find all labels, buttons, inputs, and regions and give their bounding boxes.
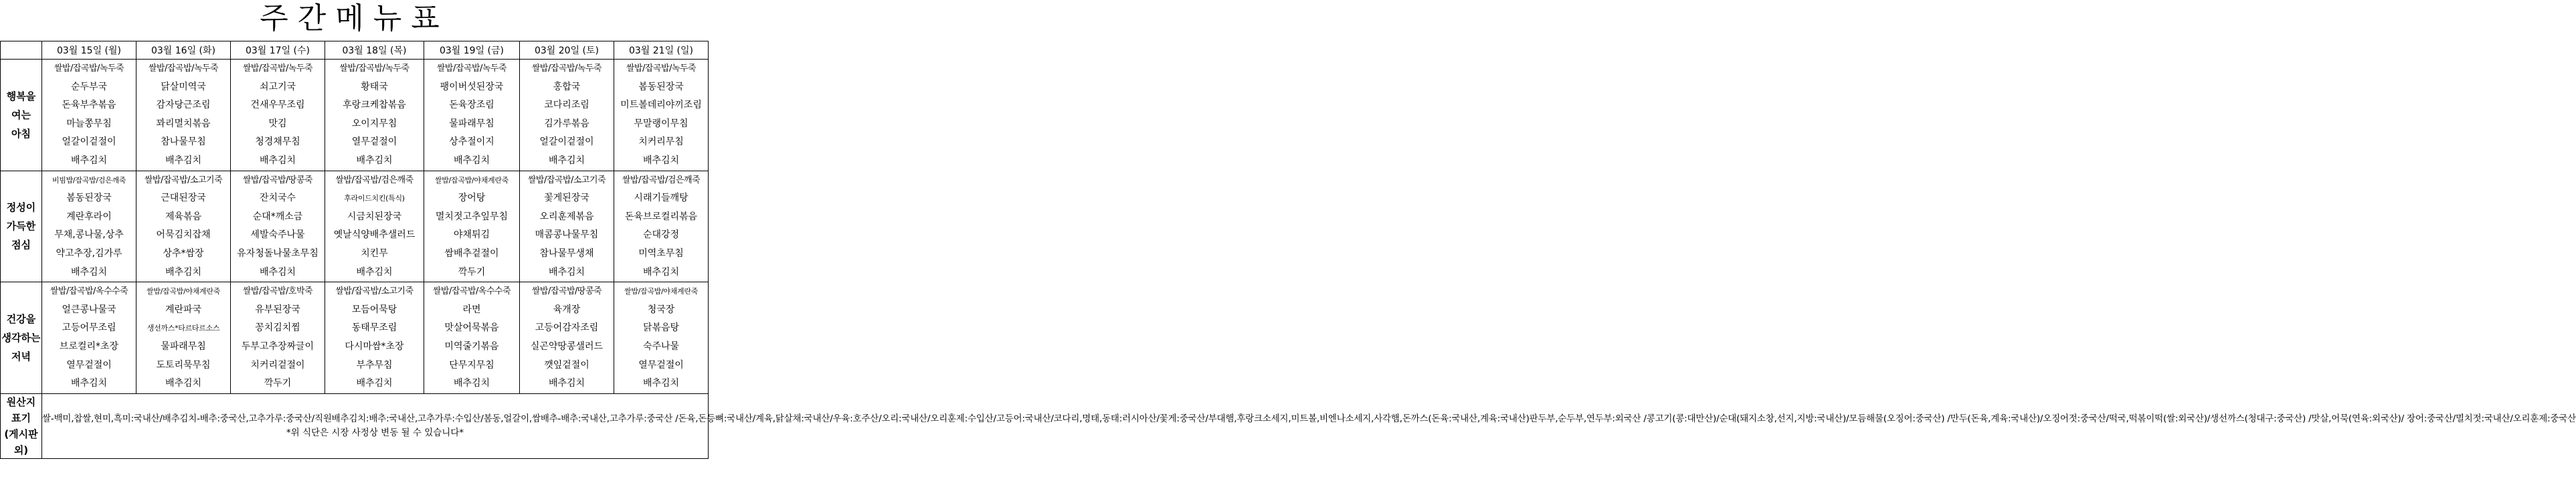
menu-item: 배추김치 — [642, 266, 680, 278]
menu-cell — [614, 171, 709, 282]
menu-cell — [42, 60, 136, 171]
rice-porridge-item: 쌀밥/잡곡밥/녹두죽 — [436, 64, 507, 74]
origin-label — [1, 393, 42, 458]
menu-item: 근대된장국 — [161, 193, 206, 204]
meal-label-line: 정성이 — [6, 201, 36, 214]
rice-porridge-item: 쌀밥/잡곡밥/땅콩죽 — [242, 175, 313, 185]
menu-item: 배추김치 — [70, 155, 108, 166]
menu-item: 꽈리멸치볶음 — [156, 118, 211, 129]
rice-porridge-item: 쌀밥/잡곡밥/옥수수죽 — [432, 286, 511, 297]
rice-porridge-item: 쌀밥/잡곡밥/검은깨죽 — [622, 175, 701, 185]
menu-item: 건새우무조림 — [250, 100, 305, 111]
menu-item: 배추김치 — [259, 155, 296, 166]
origin-row — [1, 393, 709, 458]
menu-item: 닭살미역국 — [161, 81, 206, 92]
meal-label-line: 점심 — [11, 239, 31, 252]
origin-info — [42, 393, 2576, 458]
menu-item: 장어탕 — [458, 193, 486, 204]
menu-item: 시래기들깨탕 — [634, 193, 688, 204]
menu-cell — [424, 171, 520, 282]
menu-cell — [614, 282, 709, 394]
menu-item: 돈육브로컬리볶음 — [624, 211, 698, 222]
rice-porridge-item: 쌀밥/잡곡밥/녹두죽 — [626, 64, 697, 74]
menu-item: 물파래무침 — [449, 118, 494, 129]
meal-label-line: 저녁 — [11, 350, 31, 363]
menu-item: 제육볶음 — [165, 211, 202, 222]
menu-item: 육개장 — [553, 304, 581, 315]
menu-item: 미역줄기볶음 — [444, 340, 499, 352]
date-header: 03월 18일 (목) — [325, 41, 424, 60]
rice-porridge-item: 쌀밥/잡곡밥/야채계란죽 — [624, 287, 699, 296]
menu-item: 배추김치 — [548, 155, 585, 166]
menu-item: 참나물무침 — [161, 136, 206, 148]
menu-item: 오이지무침 — [351, 118, 397, 129]
menu-cell — [231, 60, 325, 171]
meal-label-line: 가득한 — [6, 220, 36, 233]
menu-cell — [42, 171, 136, 282]
menu-item: 세발숙주나물 — [250, 229, 305, 241]
page-title: 주간메뉴표 — [260, 1, 449, 35]
menu-item: 배추김치 — [453, 378, 490, 389]
menu-item: 숙주나물 — [642, 340, 680, 352]
menu-item: 무채,콩나물,상추 — [54, 229, 124, 241]
menu-cell — [424, 282, 520, 394]
date-header: 03월 15일 (월) — [42, 41, 136, 60]
menu-item: 배추김치 — [70, 378, 108, 389]
rice-porridge-item: 쌀밥/잡곡밥/소고기죽 — [527, 175, 606, 185]
menu-item: 참나물무생채 — [539, 248, 594, 259]
date-header: 03월 20일 (토) — [520, 41, 614, 60]
meal-label-line: 생각하는 — [1, 331, 41, 344]
origin-label-line: 외) — [13, 444, 29, 456]
meal-label-line: 아침 — [11, 127, 31, 140]
menu-item: 동태무조림 — [351, 322, 397, 334]
menu-item: 배추김치 — [165, 378, 202, 389]
menu-item: 매콤콩나물무침 — [535, 229, 599, 241]
menu-item: 팽이버섯된장국 — [440, 81, 504, 92]
menu-item: 배추김치 — [453, 155, 490, 166]
menu-item: 계란파국 — [165, 304, 202, 315]
meal-row — [1, 171, 709, 282]
menu-item: 깻잎겉절이 — [544, 359, 589, 371]
menu-cell — [136, 282, 231, 394]
meal-label — [1, 282, 42, 394]
menu-item: 얼큰콩나물국 — [62, 304, 116, 315]
meal-label-line: 건강을 — [6, 312, 36, 325]
menu-item: 배추김치 — [642, 378, 680, 389]
menu-item: 돈육장조림 — [449, 100, 494, 111]
menu-item: 배추김치 — [356, 266, 393, 278]
change-notice: *위 식단은 시장 사정상 변동 될 수 있습니다* — [286, 427, 464, 439]
menu-item: 봄동된장국 — [638, 81, 684, 92]
weekly-menu-table — [0, 41, 2576, 459]
menu-item: 야채튀김 — [453, 229, 490, 241]
menu-item: 열무겉절이 — [66, 359, 112, 371]
menu-item: 배추김치 — [356, 378, 393, 389]
menu-item: 배추김치 — [356, 155, 393, 166]
rice-porridge-item: 쌀밥/잡곡밥/옥수수죽 — [50, 286, 128, 297]
menu-item: 후라이드치킨(특식) — [344, 194, 405, 203]
meal-rows — [1, 60, 709, 394]
date-header: 03월 19일 (금) — [424, 41, 520, 60]
meal-row — [1, 60, 709, 171]
menu-cell — [231, 282, 325, 394]
menu-item: 감자당근조림 — [156, 100, 211, 111]
meal-label-line: 여는 — [11, 108, 31, 121]
date-header-row — [1, 41, 709, 60]
menu-item: 치킨무 — [361, 248, 388, 259]
menu-cell — [136, 171, 231, 282]
menu-item: 배추김치 — [642, 155, 680, 166]
menu-item: 깍두기 — [264, 378, 292, 389]
menu-item: 얼갈이겉절이 — [539, 136, 594, 148]
menu-item: 치커리무침 — [638, 136, 684, 148]
menu-item: 배추김치 — [548, 378, 585, 389]
meal-label — [1, 171, 42, 282]
menu-item: 생선까스*타르타르소스 — [147, 324, 220, 333]
menu-item: 고등어무조림 — [62, 322, 116, 334]
rice-porridge-item: 쌀밥/잡곡밥/녹두죽 — [531, 64, 602, 74]
menu-item: 유자청돌나물초무침 — [237, 248, 318, 259]
menu-item: 배추김치 — [165, 155, 202, 166]
rice-porridge-item: 쌀밥/잡곡밥/녹두죽 — [54, 64, 124, 74]
menu-item: 후랑크케찹볶음 — [343, 100, 406, 111]
origin-label-line: 원산지 — [6, 395, 36, 408]
menu-item: 꽁치김치찜 — [255, 322, 300, 334]
rice-porridge-item: 쌀밥/잡곡밥/땅콩죽 — [531, 286, 602, 297]
rice-porridge-item: 쌀밥/잡곡밥/소고기죽 — [335, 286, 413, 297]
rice-porridge-item: 쌀밥/잡곡밥/녹두죽 — [148, 64, 219, 74]
rice-porridge-item: 비빔밥/잡곡밥/검은깨죽 — [52, 175, 126, 185]
menu-item: 무말랭이무침 — [634, 118, 688, 129]
menu-item: 돈육부추볶음 — [62, 100, 116, 111]
menu-cell — [424, 60, 520, 171]
menu-item: 도토리묵무침 — [156, 359, 211, 371]
menu-item: 옛날식양배추샐러드 — [333, 229, 416, 241]
menu-item: 상추절이지 — [449, 136, 494, 148]
menu-item: 브로컬리*초장 — [59, 340, 119, 352]
menu-item: 잔치국수 — [259, 193, 296, 204]
menu-item: 약고추장,김가루 — [56, 248, 122, 259]
menu-cell — [231, 171, 325, 282]
menu-item: 두부고추장짜글이 — [241, 340, 314, 352]
rice-porridge-item: 쌀밥/잡곡밥/호박죽 — [242, 286, 313, 297]
menu-item: 모듬어묵탕 — [351, 304, 397, 315]
menu-item: 홍합국 — [553, 81, 581, 92]
menu-item: 쇠고기국 — [259, 81, 296, 92]
menu-item: 실곤약땅콩샐러드 — [530, 340, 604, 352]
header-corner — [1, 41, 42, 60]
menu-item: 다시마쌈*초장 — [345, 340, 404, 352]
menu-item: 청경채무침 — [255, 136, 300, 148]
menu-item: 단무지무침 — [449, 359, 494, 371]
menu-item: 닭볶음탕 — [642, 322, 680, 334]
date-header: 03월 21일 (일) — [614, 41, 709, 60]
menu-item: 배추김치 — [259, 266, 296, 278]
menu-item: 오리훈제볶음 — [539, 211, 594, 222]
date-header: 03월 16일 (화) — [136, 41, 231, 60]
menu-item: 마늘쫑무침 — [66, 118, 112, 129]
menu-item: 배추김치 — [548, 266, 585, 278]
menu-item: 물파래무침 — [161, 340, 206, 352]
rice-porridge-item: 쌀밥/잡곡밥/검은깨죽 — [335, 175, 413, 185]
menu-cell — [42, 282, 136, 394]
origin-text: 쌀-백미,찹쌀,현미,흑미:국내산/배추김치-배추:중국산,고추가루:중국산/직원배추김치:배추:국내산,고추가루:수입산/봄동,얼갈이,쌈배추-배추:국내산,고추가루:중국산 /돈육,돈등뼈:국내산/계육,닭살채:국내산/우육:호주산/오리:국내산/오리훈제:수입산/고등어:국내산/코다리,명태,동태:러시아산/꽃게:중국산/부대햄,후랑크소세지,미트볼,비엔나소세지,사각햄,돈까스(돈육:국내산,계육:국내산)판두부,순두부,연두부:외국산 /콩고기(콩:대만산)/순대(돼지소창,선지,지방:국내산)/모듬해물(오징어:중국산) /만두(돈육,계육:국내산)/오징어젓:중국산/떡국,떡볶이떡(쌀:외국산)/생선까스(청대구:중국산) /맛살,어묵(연육:외국산)/ 장어:중국산/멸치젓:국내산/오리훈제:중국산 — [42, 413, 2576, 425]
menu-cell — [136, 60, 231, 171]
menu-cell — [520, 282, 614, 394]
origin-label-line: 표기 — [11, 411, 31, 424]
menu-item: 미역초무침 — [638, 248, 684, 259]
menu-item: 코다리조림 — [544, 100, 589, 111]
meal-label — [1, 60, 42, 171]
menu-item: 황태국 — [361, 81, 388, 92]
menu-item: 부추무침 — [356, 359, 393, 371]
menu-item: 봄동된장국 — [66, 193, 112, 204]
date-header: 03월 17일 (수) — [231, 41, 325, 60]
menu-item: 배추김치 — [70, 266, 108, 278]
menu-cell — [520, 171, 614, 282]
menu-item: 청국장 — [647, 304, 675, 315]
menu-item: 배추김치 — [165, 266, 202, 278]
menu-item: 쌈배추겉절이 — [444, 248, 499, 259]
menu-cell — [614, 60, 709, 171]
meal-label-line: 행복을 — [6, 90, 36, 102]
menu-item: 김가루볶음 — [544, 118, 589, 129]
menu-item: 깍두기 — [458, 266, 486, 278]
menu-item: 멸치젓고추잎무침 — [435, 211, 509, 222]
menu-item: 시금치된장국 — [347, 211, 402, 222]
rice-porridge-item: 쌀밥/잡곡밥/야채계란죽 — [146, 287, 221, 296]
rice-porridge-item: 쌀밥/잡곡밥/소고기죽 — [144, 175, 223, 185]
rice-porridge-item: 쌀밥/잡곡밥/야채계란죽 — [434, 175, 509, 185]
origin-label-line: (게시판 — [4, 427, 38, 440]
menu-item: 순대*깨소금 — [252, 211, 303, 222]
menu-item: 미트볼데리야끼조림 — [620, 100, 702, 111]
menu-item: 얼갈이겉절이 — [62, 136, 116, 148]
menu-item: 어묵김치잡채 — [156, 229, 211, 241]
menu-item: 열무겉절이 — [638, 359, 684, 371]
menu-item: 유부된장국 — [255, 304, 300, 315]
rice-porridge-item: 쌀밥/잡곡밥/녹두죽 — [339, 64, 409, 74]
menu-item: 라면 — [462, 304, 481, 315]
menu-item: 고등어감자조림 — [535, 322, 599, 334]
rice-porridge-item: 쌀밥/잡곡밥/녹두죽 — [242, 64, 313, 74]
meal-row — [1, 282, 709, 394]
menu-item: 상추*쌈장 — [163, 248, 204, 259]
menu-item: 계란후라이 — [66, 211, 112, 222]
menu-cell — [325, 282, 424, 394]
menu-item: 순두부국 — [70, 81, 108, 92]
menu-item: 맛살어묵볶음 — [444, 322, 499, 334]
menu-item: 치커리겉절이 — [250, 359, 305, 371]
menu-item: 순대강정 — [642, 229, 680, 241]
menu-item: 맛김 — [268, 118, 287, 129]
menu-item: 꽃게된장국 — [544, 193, 589, 204]
menu-cell — [520, 60, 614, 171]
menu-cell — [325, 171, 424, 282]
menu-item: 열무겉절이 — [351, 136, 397, 148]
menu-cell — [325, 60, 424, 171]
